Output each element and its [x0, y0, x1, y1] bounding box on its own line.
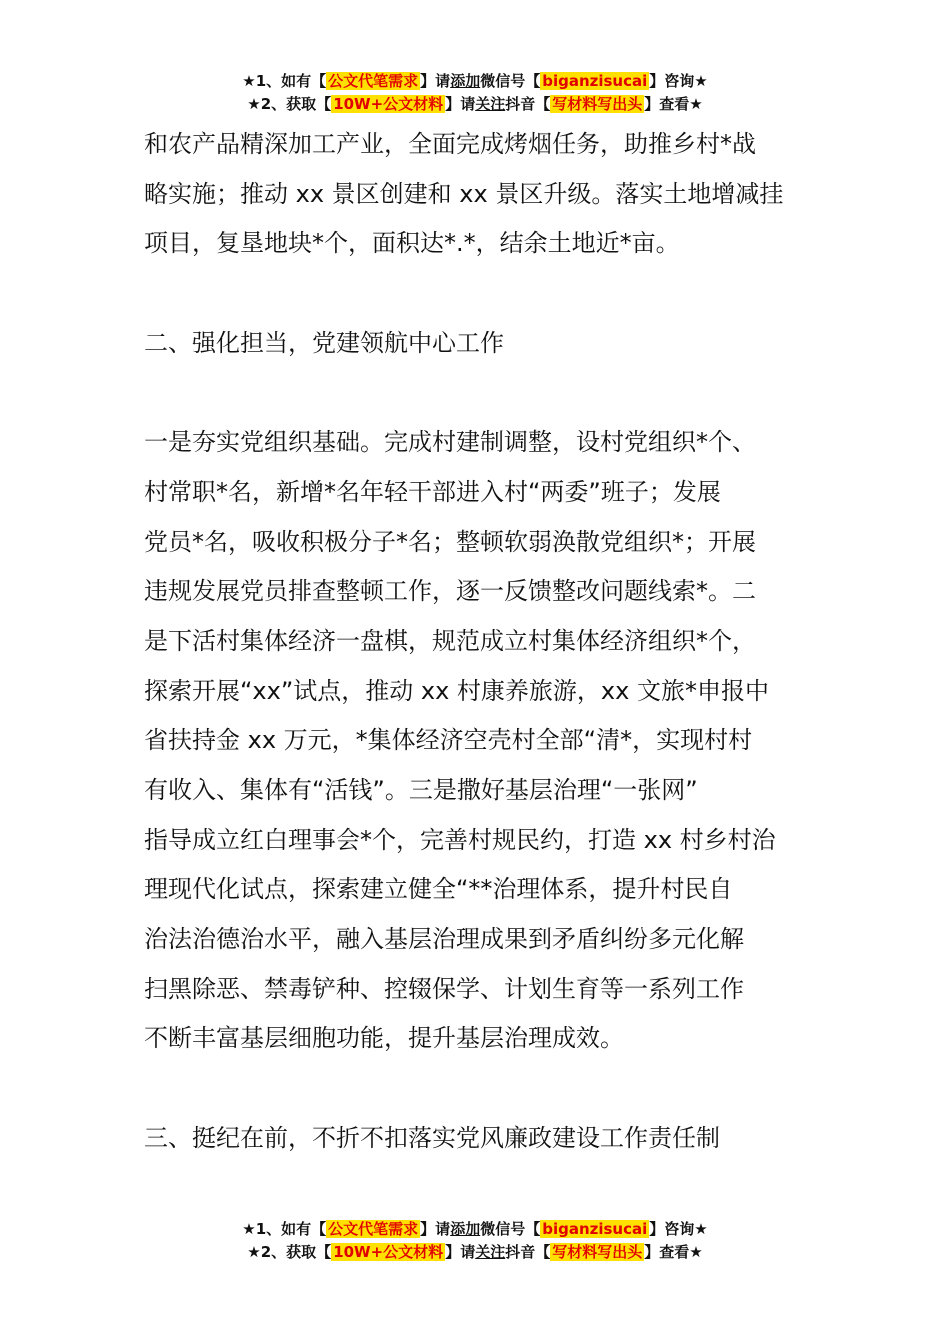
- promo-highlight: 公文代笔需求: [328, 1220, 419, 1238]
- promo-text: 】咨询★: [649, 1220, 708, 1238]
- footer-promo-banner: [0, 1218, 950, 1264]
- promo-highlight: 写材料写出头: [552, 95, 643, 113]
- body-line: 村常职*名，新增*名年轻干部进入村“两委”班子；发展: [144, 477, 721, 506]
- body-line: 探索开展“xx”试点，推动 xx 村康养旅游，xx 文旅*申报中: [144, 676, 769, 705]
- body-line: 和农产品精深加工产业，全面完成烤烟任务，助推乡村*战: [144, 130, 756, 158]
- promo-text: 抖音【: [505, 1243, 551, 1261]
- body-line: 治法治德治水平，融入基层治理成果到矛盾纠纷多元化解: [144, 925, 744, 953]
- body-line: 一是夯实党组织基础。完成村建制调整，设村党组织*个、: [144, 428, 756, 457]
- promo-line-2: [0, 93, 950, 116]
- promo-highlight: biganzisucai: [542, 72, 648, 90]
- promo-text: 】请: [420, 72, 451, 90]
- body-line: 有收入、集体有“活钱”。三是撒好基层治理“一张网”: [144, 775, 698, 804]
- promo-text: 】请: [445, 95, 476, 113]
- promo-line-1: [0, 70, 950, 93]
- promo-text: 微信号【: [480, 72, 541, 90]
- promo-text: ★2、获取【: [247, 1243, 332, 1261]
- promo-highlight: 写材料写出头: [552, 1243, 643, 1261]
- body-line: 项目，复垦地块*个，面积达*.*，结余土地近*亩。: [144, 229, 680, 258]
- promo-text: ★1、如有【: [242, 72, 327, 90]
- body-line: 略实施；推动 xx 景区创建和 xx 景区升级。落实土地增减挂: [144, 179, 784, 208]
- promo-text: ★2、获取【: [247, 95, 332, 113]
- body-line: 违规发展党员排查整顿工作，逐一反馈整改问题线索*。二: [144, 577, 756, 606]
- promo-underlined: 关注: [475, 1243, 506, 1261]
- promo-text: 】请: [420, 1220, 451, 1238]
- body-line: 理现代化试点，探索建立健全“**治理体系，提升村民自: [144, 875, 733, 904]
- promo-underlined: 添加: [450, 1220, 481, 1238]
- promo-highlight: 公文代笔需求: [328, 72, 419, 90]
- promo-underlined: 关注: [475, 95, 506, 113]
- body-line: 不断丰富基层细胞功能，提升基层治理成效。: [144, 1024, 624, 1053]
- promo-line-2: [0, 1241, 950, 1264]
- promo-highlight: 10W+公文材料: [333, 95, 444, 113]
- promo-text: 抖音【: [505, 95, 551, 113]
- body-line: 省扶持金 xx 万元，*集体经济空壳村全部“清*，实现村村: [144, 726, 753, 755]
- promo-text: 微信号【: [480, 1220, 541, 1238]
- body-line: 指导成立红白理事会*个，完善村规民约，打造 xx 村乡村治: [144, 825, 776, 854]
- promo-text: ★1、如有【: [242, 1220, 327, 1238]
- promo-highlight: biganzisucai: [542, 1220, 648, 1238]
- body-line: 扫黑除恶、禁毒铲种、控辍保学、计划生育等一系列工作: [144, 974, 744, 1003]
- promo-text: 】查看★: [644, 95, 703, 113]
- promo-highlight: 10W+公文材料: [333, 1243, 444, 1261]
- header-promo-banner: [0, 70, 950, 116]
- body-line: 党员*名，吸收积极分子*名；整顿软弱涣散党组织*；开展: [144, 527, 756, 556]
- promo-line-1: [0, 1218, 950, 1241]
- promo-text: 】查看★: [644, 1243, 703, 1261]
- promo-underlined: 添加: [450, 72, 481, 90]
- section-heading-2: 二、强化担当，党建领航中心工作: [144, 328, 504, 357]
- section-heading-3: 三、挺纪在前，不折不扣落实党风廉政建设工作责任制: [144, 1123, 720, 1152]
- document-body: [144, 120, 814, 1163]
- promo-text: 】咨询★: [649, 72, 708, 90]
- promo-text: 】请: [445, 1243, 476, 1261]
- body-line: 是下活村集体经济一盘棋，规范成立村集体经济组织*个，: [144, 626, 756, 655]
